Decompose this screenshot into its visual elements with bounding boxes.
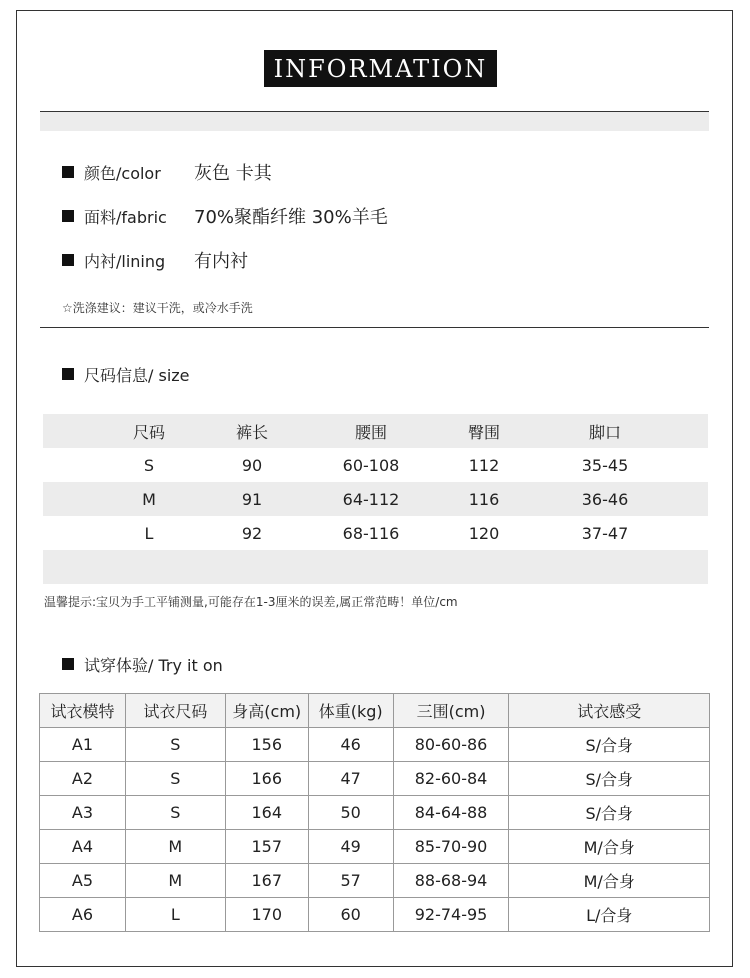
try-section-title: 试穿体验/ Try it on [84, 655, 223, 675]
size-cell: 92 [241, 523, 263, 543]
attr-lining [62, 247, 248, 273]
attr-color [62, 159, 272, 185]
try-cell: M [125, 830, 225, 864]
try-cell: 92-74-95 [393, 898, 509, 932]
attr-label: 颜色/color [84, 163, 161, 183]
try-cell: S [125, 728, 225, 762]
size-section-title: 尺码信息/ size [84, 365, 190, 385]
try-cell: 50 [308, 796, 393, 830]
try-cell: 57 [308, 864, 393, 898]
size-cell: 116 [468, 489, 500, 509]
table-row [40, 864, 710, 898]
try-cell: 60 [308, 898, 393, 932]
size-footer-band [43, 550, 708, 584]
try-cell: 156 [225, 728, 308, 762]
try-cell: S/合身 [509, 796, 710, 830]
table-row [40, 830, 710, 864]
try-cell: 157 [225, 830, 308, 864]
try-cell: A3 [40, 796, 126, 830]
try-section-header [62, 652, 223, 676]
bullet-square-icon [62, 368, 74, 380]
table-row [40, 728, 710, 762]
size-cell: S [143, 455, 155, 475]
try-cell: 46 [308, 728, 393, 762]
try-cell: 80-60-86 [393, 728, 509, 762]
size-header-row [43, 414, 708, 448]
size-cell: 36-46 [581, 489, 629, 509]
try-cell: S [125, 796, 225, 830]
bullet-square-icon [62, 658, 74, 670]
size-cell: 64-112 [342, 489, 400, 509]
try-header-cell: 试衣感受 [509, 694, 710, 728]
bullet-square-icon [62, 254, 74, 266]
size-row [43, 516, 708, 550]
attr-label: 内衬/lining [84, 251, 166, 271]
try-cell: S [125, 762, 225, 796]
size-cell: L [144, 523, 154, 543]
try-header-cell: 身高(cm) [225, 694, 308, 728]
try-on-table [39, 693, 710, 932]
divider-middle [40, 327, 709, 328]
try-header-cell: 三围(cm) [393, 694, 509, 728]
try-cell: L [125, 898, 225, 932]
try-cell: A4 [40, 830, 126, 864]
attr-value: 70%聚酯纤维 30%羊毛 [194, 207, 388, 228]
size-row [43, 482, 708, 516]
size-cell: 91 [241, 489, 263, 509]
page-title: INFORMATION [264, 50, 497, 87]
attr-value: 有内衬 [194, 251, 248, 272]
table-row [40, 796, 710, 830]
try-cell: L/合身 [509, 898, 710, 932]
attr-label: 面料/fabric [84, 207, 167, 227]
try-cell: M/合身 [509, 830, 710, 864]
try-cell: 166 [225, 762, 308, 796]
size-cell: M [142, 489, 156, 509]
bullet-square-icon [62, 210, 74, 222]
attr-fabric [62, 203, 388, 229]
try-header-cell: 体重(kg) [308, 694, 393, 728]
try-cell: 164 [225, 796, 308, 830]
attr-value: 灰色 卡其 [194, 163, 272, 184]
try-cell: S/合身 [509, 762, 710, 796]
table-row [40, 762, 710, 796]
try-cell: 88-68-94 [393, 864, 509, 898]
size-cell: 112 [468, 455, 500, 475]
wash-note: ☆洗涤建议：建议干洗，或冷水手洗 [62, 301, 253, 315]
try-cell: 167 [225, 864, 308, 898]
size-section-header [62, 362, 190, 386]
grey-band-top [40, 112, 709, 131]
size-cell: 120 [468, 523, 500, 543]
size-cell: 90 [241, 455, 263, 475]
size-header-cell: 尺码 [132, 422, 165, 442]
try-cell: 47 [308, 762, 393, 796]
try-cell: A1 [40, 728, 126, 762]
size-cell: 35-45 [581, 455, 629, 475]
try-cell: 82-60-84 [393, 762, 509, 796]
try-header-cell: 试衣尺码 [125, 694, 225, 728]
try-header-cell: 试衣模特 [40, 694, 126, 728]
size-header-cell: 脚口 [588, 422, 621, 442]
try-cell: 84-64-88 [393, 796, 509, 830]
try-cell: M [125, 864, 225, 898]
try-cell: A6 [40, 898, 126, 932]
try-cell: 85-70-90 [393, 830, 509, 864]
size-table-main [43, 414, 708, 584]
bullet-square-icon [62, 166, 74, 178]
size-header-cell: 臀围 [467, 422, 500, 442]
try-cell: 170 [225, 898, 308, 932]
try-cell: S/合身 [509, 728, 710, 762]
try-cell: 49 [308, 830, 393, 864]
try-cell: A2 [40, 762, 126, 796]
size-note: 温馨提示:宝贝为手工平铺测量,可能存在1-3厘米的误差,属正常范畴！单位/cm [44, 595, 458, 609]
size-cell: 68-116 [342, 523, 400, 543]
try-header-row [40, 694, 710, 728]
size-cell: 37-47 [581, 523, 629, 543]
table-row [40, 898, 710, 932]
try-cell: A5 [40, 864, 126, 898]
size-header-cell: 裤长 [235, 422, 268, 442]
try-cell: M/合身 [509, 864, 710, 898]
size-cell: 60-108 [342, 455, 400, 475]
size-row [43, 448, 708, 482]
size-header-cell: 腰围 [354, 422, 387, 442]
